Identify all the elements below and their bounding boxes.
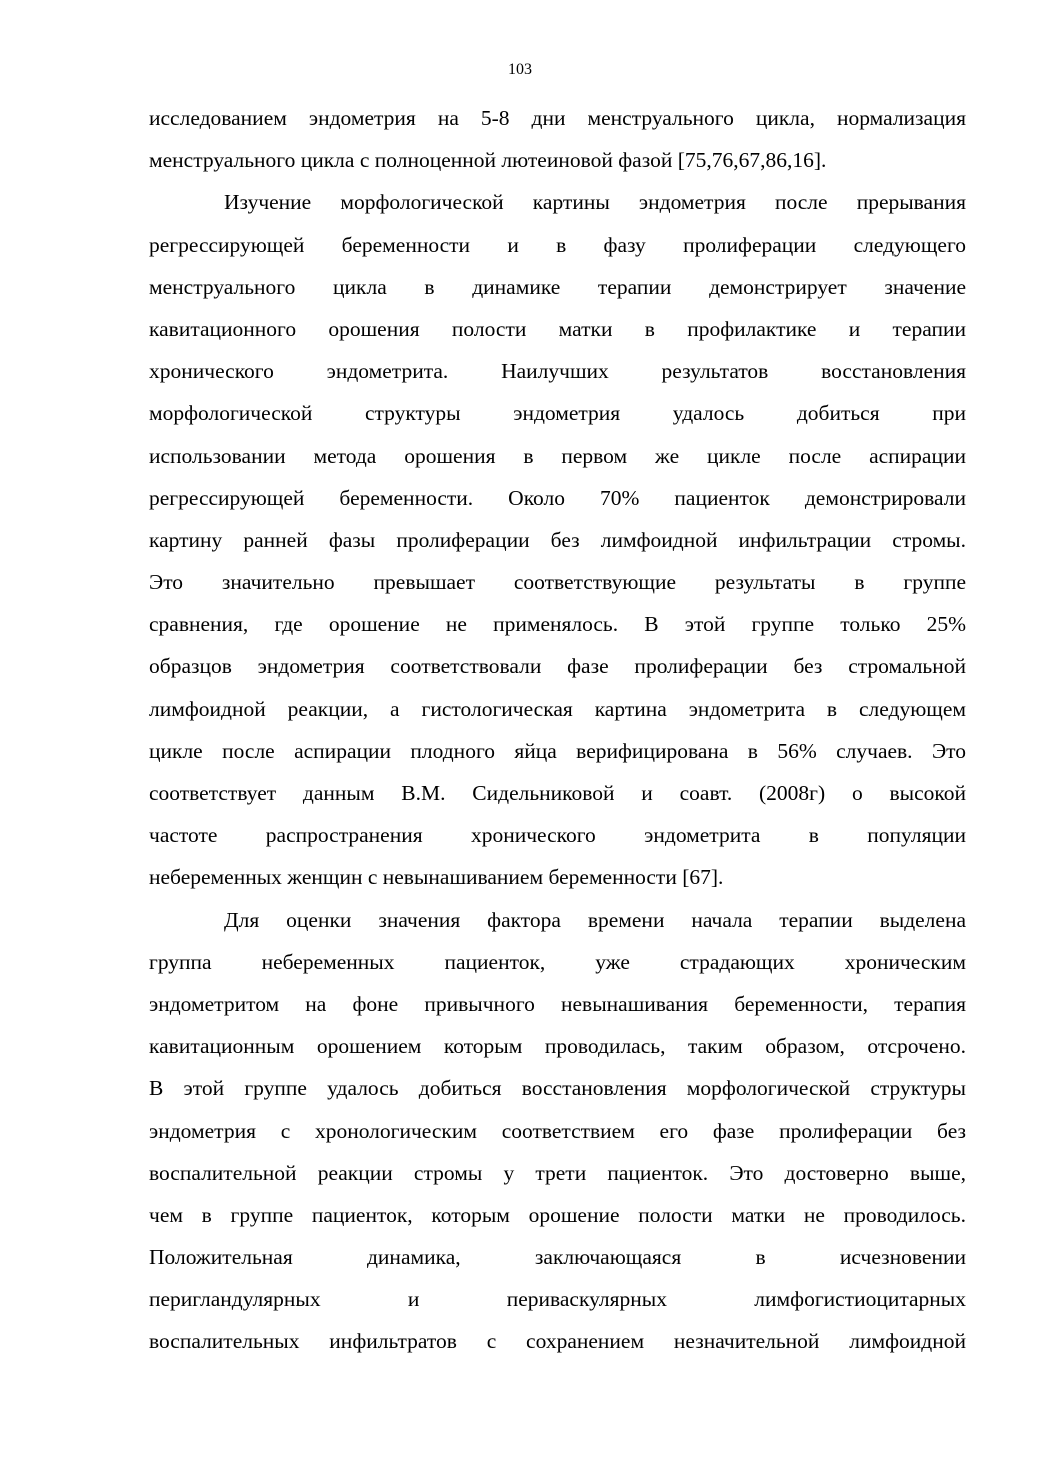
text-line: морфологической структуры эндометрия удалось добиться при: [149, 401, 966, 426]
text-line: Для оценки значения фактора времени начала терапии выделена: [224, 907, 966, 932]
text-line: цикле после аспирации плодного яйца верифицирована в 56% случаев. Это: [149, 738, 966, 763]
text-line: регрессирующей беременности. Около 70% пациенток демонстрировали: [149, 485, 966, 510]
text-line: кавитационного орошения полости матки в профилактике и терапии: [149, 316, 966, 341]
text-line: В этой группе удалось добиться восстановления морфологической структуры: [149, 1076, 966, 1101]
text-line: менструального цикла с полноценной лютеиновой фазой [75,76,67,86,16].: [149, 148, 827, 173]
text-line: эндометритом на фоне привычного невынашивания беременности, терапия: [149, 991, 966, 1016]
text-line: воспалительной реакции стромы у трети пациенток. Это достоверно выше,: [149, 1160, 966, 1185]
text-line: чем в группе пациенток, которым орошение полости матки не проводилось.: [149, 1202, 966, 1227]
text-line: эндометрия с хронологическим соответствием его фазе пролиферации без: [149, 1118, 966, 1143]
text-line: картину ранней фазы пролиферации без лимфоидной инфильтрации стромы.: [149, 527, 966, 552]
text-line: Изучение морфологической картины эндометрия после прерывания: [224, 190, 966, 215]
text-line: Это значительно превышает соответствующие результаты в группе: [149, 570, 966, 595]
document-body: [149, 97, 966, 1363]
text-line: регрессирующей беременности и в фазу пролиферации следующего: [149, 232, 966, 257]
text-line: кавитационным орошением которым проводилась, таким образом, отсрочено.: [149, 1034, 966, 1059]
text-line: группа небеременных пациенток, уже страдающих хроническим: [149, 949, 966, 974]
text-line: перигландулярных и периваскулярных лимфогистиоцитарных: [149, 1287, 966, 1312]
text-line: исследованием эндометрия на 5-8 дни менструального цикла, нормализация: [149, 106, 966, 130]
text-line: соответствует данным В.М. Сидельниковой и соавт. (2008г) о высокой: [149, 781, 966, 805]
text-line: хронического эндометрита. Наилучших результатов восстановления: [149, 359, 966, 384]
text-line: небеременных женщин с невынашиванием беременности [67].: [149, 865, 724, 890]
text-line: лимфоидной реакции, а гистологическая картина эндометрита в следующем: [149, 696, 966, 721]
text-line: использовании метода орошения в первом же цикле после аспирации: [149, 443, 966, 468]
text-line: частоте распространения хронического эндометрита в популяции: [149, 823, 966, 848]
text-line: сравнения, где орошение не применялось. В этой группе только 25%: [149, 612, 966, 637]
text-line: менструального цикла в динамике терапии демонстрирует значение: [149, 274, 966, 299]
text-line: воспалительных инфильтратов с сохранением незначительной лимфоидной: [149, 1329, 966, 1354]
text-line: образцов эндометрия соответствовали фазе пролиферации без стромальной: [149, 654, 966, 679]
text-line: Положительная динамика, заключающаяся в исчезновении: [149, 1245, 966, 1270]
page-number: 103: [508, 61, 532, 78]
